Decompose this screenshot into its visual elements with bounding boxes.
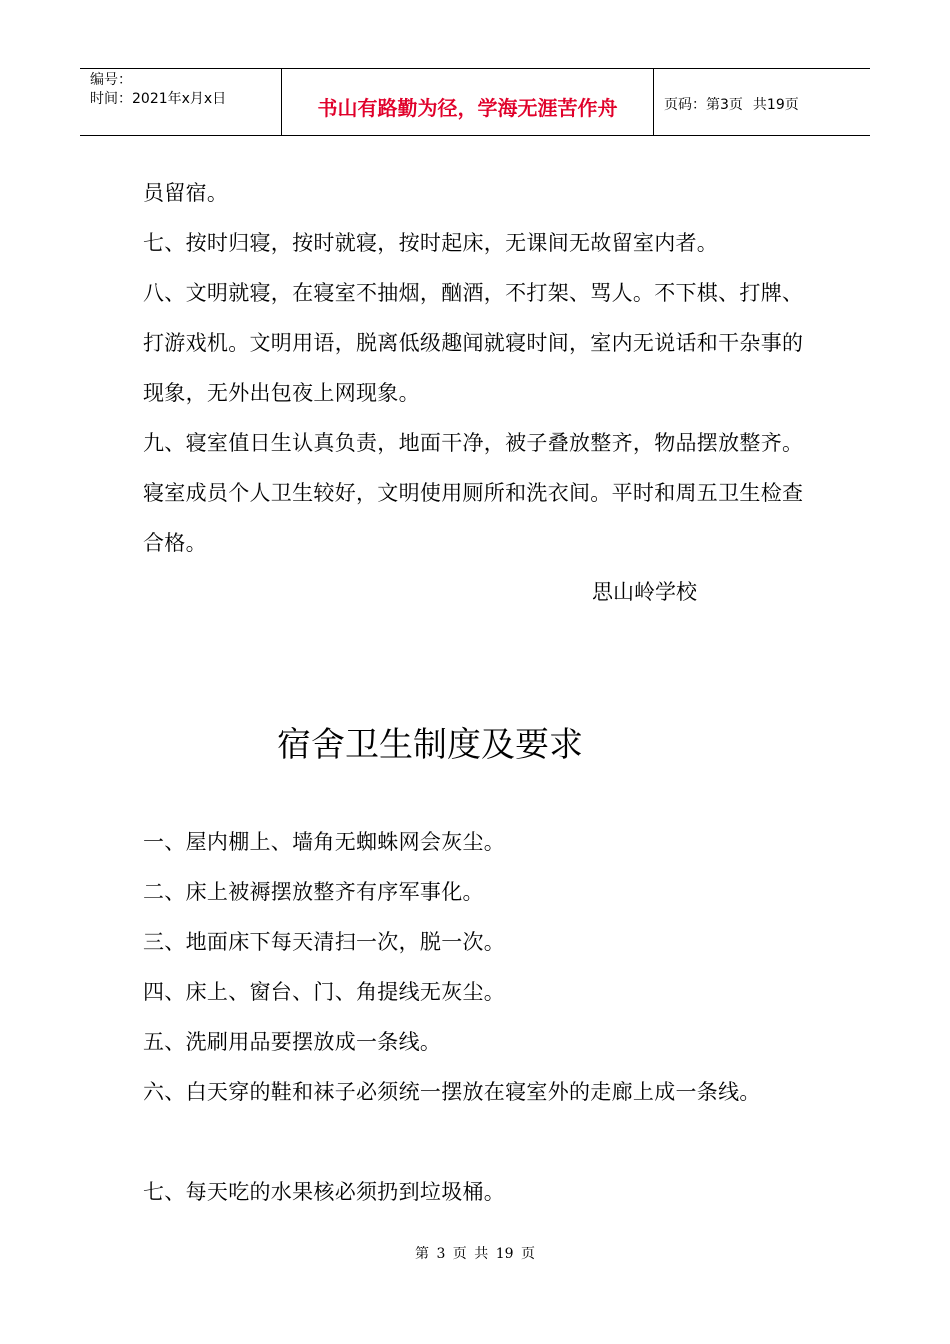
header-page-info — [654, 69, 870, 135]
page-footer: 第 3 页 共 19 页 — [415, 1246, 535, 1262]
hygiene-item-7: 七、每天吃的水果核必须扔到垃圾桶。 — [143, 1180, 506, 1204]
document-number-label: 编号： — [90, 72, 132, 88]
school-signature: 思山岭学校 — [592, 580, 697, 604]
header-page-total: 共19页 — [752, 97, 799, 113]
header-page-number: 页码：第3页 — [664, 97, 743, 113]
rule-item-7: 七、按时归寝，按时就寝，按时起床，无课间无故留室内者。 — [143, 231, 719, 255]
hygiene-item-5: 五、洗刷用品要摆放成一条线。 — [143, 1030, 442, 1054]
header-meta — [80, 69, 282, 135]
section-title: 宿舍卫生制度及要求 — [277, 725, 583, 765]
rule-item-9: 九、寝室值日生认真负责，地面干净，被子叠放整齐，物品摆放整齐。寝室成员个人卫生较好，文明使用厕所和洗衣间。平时和周五卫生检查合格。 — [143, 431, 804, 555]
hygiene-item-3: 三、地面床下每天清扫一次，脱一次。 — [143, 930, 506, 954]
page-header — [80, 68, 870, 136]
hygiene-item-6: 六、白天穿的鞋和袜子必须统一摆放在寝室外的走廊上成一条线。 — [143, 1080, 761, 1104]
hygiene-item-1: 一、屋内棚上、墙角无蜘蛛网会灰尘。 — [143, 830, 506, 854]
rule-item-8: 八、文明就寝，在寝室不抽烟，酗酒，不打架、骂人。不下棋、打牌、打游戏机。文明用语，脱离低级趣闻就寝时间，室内无说话和干杂事的现象，无外出包夜上网现象。 — [143, 281, 804, 405]
hygiene-item-4: 四、床上、窗台、门、角提线无灰尘。 — [143, 980, 506, 1004]
paragraph-continuation: 员留宿。 — [143, 181, 229, 205]
document-date-label: 时间：2021年x月x日 — [90, 91, 227, 107]
header-motto: 书山有路勤为径，学海无涯苦作舟 — [282, 69, 654, 135]
hygiene-item-2: 二、床上被褥摆放整齐有序军事化。 — [143, 880, 484, 904]
